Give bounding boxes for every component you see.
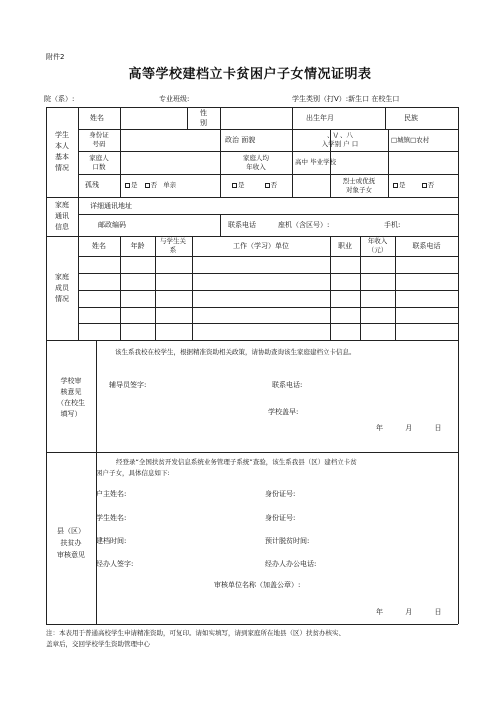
- members-section-label: 家庭 成员 情况: [55, 273, 69, 303]
- school-statement: 该生系我校在校学生，根据精准资助相关政策，请协助查询该生家庭建档立卡信息。: [115, 348, 356, 356]
- id-card-label: 身份证 号码: [89, 131, 109, 148]
- checkbox-icon[interactable]: [125, 183, 130, 188]
- member-header-income: 年收入（元）: [367, 237, 388, 254]
- head-name-field[interactable]: 户主姓名:: [96, 490, 127, 498]
- gender-label: 性 别: [200, 109, 207, 127]
- filing-time-field[interactable]: 建档时间:: [96, 537, 127, 545]
- county-statement-1: 经登录“全国扶贫开发信息系统业务管理子系统”查验，该生系我县（区）建档立卡贫: [116, 458, 357, 466]
- birth-label: 出生年月: [306, 114, 334, 122]
- residence-checkbox[interactable]: □城镇□农村: [391, 136, 430, 144]
- martyr-options[interactable]: 是 否: [393, 181, 434, 190]
- school-phone-field[interactable]: 联系电话:: [272, 381, 303, 389]
- unit-seal-field[interactable]: 审核单位名称（加盖公章）:: [214, 581, 301, 589]
- address-label: 详细通讯地址: [90, 202, 132, 210]
- college-field[interactable]: 院（系）:: [44, 95, 75, 103]
- school-review-section-label: 学校审 核意见 （在校生 填写）: [57, 377, 85, 418]
- officer-sign-field[interactable]: 经办人签字:: [96, 560, 134, 568]
- student-name-field[interactable]: 学生姓名:: [96, 514, 127, 522]
- single-parent-options[interactable]: 是 否: [232, 181, 277, 190]
- checkbox-icon[interactable]: [232, 183, 237, 188]
- name-label: 姓名: [90, 114, 104, 122]
- major-class-field[interactable]: 专业班级:: [159, 95, 190, 103]
- postcode-label: 邮政编码: [98, 221, 126, 229]
- orphan-options[interactable]: 是 否 单亲: [125, 181, 176, 190]
- member-header-phone: 联系电话: [412, 242, 441, 250]
- member-header-job: 职业: [338, 242, 352, 250]
- school-seal-field[interactable]: 学校盖早:: [268, 408, 299, 416]
- grad-school-label: 高中 毕业学校: [295, 158, 337, 166]
- checkbox-icon[interactable]: [422, 183, 427, 188]
- attachment-label: 附件2: [46, 53, 65, 61]
- enroll-label: 、\/ 、八 入学别 户 口: [321, 131, 359, 148]
- student-id-field[interactable]: 身份证号:: [265, 514, 296, 522]
- county-date: 年 月 日: [376, 608, 442, 616]
- martyr-label: 烈士或优抚 对象子女: [342, 177, 376, 194]
- head-id-field[interactable]: 身份证号:: [265, 490, 296, 498]
- ethnicity-label: 民族: [404, 114, 418, 122]
- phone-label: 联系电话: [228, 221, 256, 229]
- landline-label: 座机（含区号）:: [278, 221, 330, 229]
- checkbox-icon[interactable]: [265, 183, 270, 188]
- orphan-label: 孤残: [85, 181, 99, 189]
- member-header-relation: 与学生关系: [160, 237, 186, 254]
- political-label: 政治 面貌: [225, 136, 256, 144]
- income-label: 家庭人均 年收入: [243, 154, 269, 171]
- member-header-age: 年龄: [130, 242, 145, 250]
- basic-section-label: 学生 本人 基本 情况: [55, 131, 69, 172]
- officer-phone-field[interactable]: 经办人办公电话:: [265, 560, 317, 568]
- footnote-line-2: 盖章后，交回学校学生资助管理中心: [46, 640, 150, 648]
- member-header-name: 姓名: [92, 242, 106, 250]
- page-title: 高等学校建档立卡贫困户子女情况证明表: [128, 67, 372, 82]
- county-statement-2: 困户子女，具体信息如下:: [96, 469, 170, 477]
- footnote-line-1: 注：本表用于普通高校学生申请精准资助，可复印。请如实填写，请到家庭所在地县（区）扶贫办核实、: [46, 629, 345, 637]
- county-review-section-label: 县（区） 扶贫办 审核意见: [57, 527, 85, 559]
- school-date: 年 月 日: [376, 424, 442, 432]
- mobile-label: 手机:: [384, 221, 401, 229]
- family-size-label: 家庭人 口数: [89, 154, 109, 171]
- student-type-field[interactable]: 学生类别（打V）:新生口 在校生口: [292, 95, 400, 103]
- checkbox-icon[interactable]: [145, 183, 150, 188]
- counselor-sign-field[interactable]: 辅导员签字:: [109, 381, 147, 389]
- member-header-workplace: 工作（学习）单位: [233, 242, 289, 250]
- contact-section-label: 家庭 通讯 信息: [55, 201, 69, 231]
- exit-time-field[interactable]: 预计脱贫时间:: [265, 537, 310, 545]
- checkbox-icon[interactable]: [393, 183, 398, 188]
